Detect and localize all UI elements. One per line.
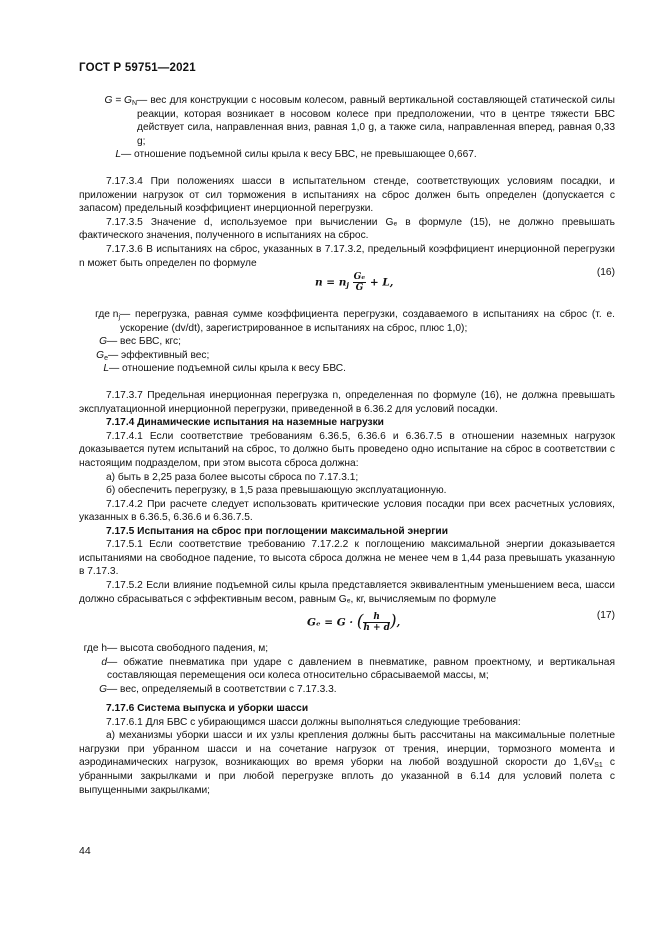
definition-term — [79, 94, 137, 108]
definition-item — [79, 308, 615, 335]
definition-desc: — отношение подъемной силы крыла к весу БВС, не превышающее 0,667. — [121, 149, 477, 161]
formula-16-numerator: Gₑ — [353, 272, 366, 283]
definition-term — [79, 656, 107, 670]
paragraph-7-17-3-5: 7.17.3.5 Значение d, используемое при вычислении Gₑ в формуле (15), не должно превышать фактического значения, полученного в испытаниях на сброс. — [79, 216, 615, 242]
formula-16-lhs: n = n — [315, 276, 347, 289]
heading-7-17-5: 7.17.5 Испытания на сброс при поглощении максимальной энергии — [106, 525, 448, 537]
definition-term — [79, 642, 107, 656]
list-item-a-retraction — [79, 729, 615, 797]
definitions-block-2 — [79, 308, 615, 376]
definition-item — [79, 642, 615, 656]
formula-16-denominator: G — [355, 283, 364, 294]
definition-term-text: где h — [83, 643, 107, 655]
paragraph-7-17-5-1: 7.17.5.1 Если соответствие требованию 7.17.2.2 к поглощению максимальной энергии доказывается испытаниями на свободное падение, то высота сброса должна не менее чем в 1,44 раза превышать указанную в 7.17.3. — [79, 539, 615, 578]
definition-desc: — вес, определяемый в соответствии с 7.17.3.3. — [107, 683, 337, 695]
definition-desc: — вес для конструкции с носовым колесом, равный вертикальной составляющей статической силы реакции, которая возникает в носовом колесе при предположении, что в центре тяжести БВС действует сила, направленная вниз, равная 1,0 g, а также сила, направленная вперед, равная 0,33 g; — [137, 95, 615, 147]
paragraph-7-17-3-7: 7.17.3.7 Предельная инерционная перегрузка n, определенная по формуле (16), не должна превышать эксплуатационной инерционной перегрузки, приведенной в 6.36.2 для условий посадки. — [79, 390, 615, 415]
list-item-a-sub: S1 — [594, 762, 603, 770]
formula-16-expression — [315, 272, 393, 293]
definition-desc: — отношение подъемной силы крыла к весу БВС. — [109, 363, 346, 375]
definition-term — [79, 308, 120, 322]
formula-17-number: (17) — [596, 610, 615, 622]
definition-item — [79, 362, 615, 376]
page-content — [79, 94, 615, 797]
list-item-a: а) быть в 2,25 раза более высоты сброса по 7.17.3.1; — [106, 471, 359, 483]
definition-term-text: d — [101, 656, 107, 668]
heading-7-17-6: 7.17.6 Система выпуска и уборки шасси — [106, 703, 309, 715]
formula-17-lhs: Gₑ = G · — [307, 616, 354, 629]
list-item-b: б) обеспечить перегрузку, в 1,5 раза превышающую эксплуатационную. — [106, 485, 447, 497]
definition-term-sub: N — [131, 100, 137, 107]
definition-term-text: L — [115, 149, 121, 161]
paragraph-7-17-6-1: 7.17.6.1 Для БВС с убирающимся шасси должны выполняться следующие требования: — [106, 716, 521, 728]
definition-term-text: G — [99, 683, 107, 695]
definition-item — [79, 683, 615, 697]
paragraph-7-17-3-6: 7.17.3.6 В испытаниях на сброс, указанных в 7.17.3.2, предельный коэффициент инерционной перегрузки n может быть определен по формуле — [79, 243, 615, 269]
definition-term-text: L — [103, 363, 109, 375]
formula-17-tail: , — [396, 616, 401, 629]
definition-desc: — обжатие пневматика при ударе с давлением в пневматике, равном проектному, и вертикальная составляющая перемещения оси колеса относительно сбрасываемой массы, м; — [107, 656, 615, 682]
definition-term-text: где n — [95, 309, 119, 321]
formula-16-lhs-sub: j — [346, 280, 349, 290]
heading-7-17-4: 7.17.4 Динамические испытания на наземные нагрузки — [106, 417, 384, 429]
definitions-block-1 — [79, 94, 615, 162]
definition-term-sub: j — [118, 314, 120, 322]
formula-17-denominator: h + d — [363, 623, 390, 634]
definitions-block-3 — [79, 642, 615, 696]
document-header: ГОСТ Р 59751—2021 — [79, 62, 196, 74]
definition-term — [79, 148, 121, 162]
paragraph-7-17-5-2: 7.17.5.2 Если влияние подъемной силы крыла представляется эквивалентным уменьшением веса, шасси должно сбрасываться с эффективным весом, равным Gₑ, кг, вычисляемым по формуле — [79, 579, 615, 605]
definition-item — [79, 656, 615, 683]
definition-term-text: G — [96, 349, 105, 361]
formula-17 — [79, 606, 615, 642]
definition-item — [79, 94, 615, 148]
definition-item — [79, 148, 615, 162]
formula-17-fraction — [363, 612, 390, 633]
formula-16-tail: + L, — [366, 276, 394, 289]
definition-term-sub: e — [104, 354, 108, 362]
paragraph-7-17-3-4: 7.17.3.4 При положениях шасси в испытательном стенде, соответствующих условиям посадки, и приложении нагрузок от сил торможения в испытаниях на сброс должен быть определен (допускается с запасом) предельный коэффициент инерционной перегрузки. — [79, 176, 615, 215]
formula-16-fraction — [353, 272, 367, 293]
definition-term — [79, 683, 107, 697]
paragraph-7-17-4-2: 7.17.4.2 При расчете следует использовать критические условия посадки при всех расчетных условиях, указанных в 6.36.5, 6.36.6 и 6.36.7.5. — [79, 498, 615, 524]
definition-desc: — высота свободного падения, м; — [107, 643, 269, 655]
page-number: 44 — [79, 845, 91, 857]
definition-term — [79, 362, 109, 376]
formula-16 — [79, 267, 615, 302]
definition-item — [79, 349, 615, 363]
formula-16-number: (16) — [596, 267, 615, 279]
definition-desc: — вес БВС, кгс; — [107, 336, 181, 348]
definition-desc: — эффективный вес; — [108, 349, 210, 361]
definition-term-text: G — [99, 336, 107, 348]
definition-desc: — перегрузка, равная сумме коэффициента перегрузки, создаваемого в испытаниях на сброс (т. е. ускорение (dv/dt), зарегистрированное в испытаниях на сброс, плюс 1,0); — [120, 309, 615, 334]
paragraph-7-17-4-1: 7.17.4.1 Если соответствие требованиям 6.36.5, 6.36.6 и 6.36.7.5 в отношении наземных нагрузок доказывается путем испытаний на сброс, то должно быть проведено одно испытание на сброс в соответствии с настоящим подразделом, при этом высота сброса должна: — [79, 430, 615, 470]
list-item-a-tail: с убранными закрылками и при любой перегрузке вплоть до указанной в 6.14 для условий полета с выпущенными закрылками; — [79, 757, 615, 796]
definition-term — [79, 335, 107, 349]
definition-term — [79, 349, 108, 363]
definition-term-text: G = G — [104, 95, 132, 106]
formula-17-expression: Gₑ = G · ( $\frac{h}{h + d}$ ), — [307, 611, 401, 634]
definition-item — [79, 335, 615, 349]
list-item-a-text: а) механизмы уборки шасси и их узлы крепления должны быть рассчитаны на максимальные полетные нагрузки при убранном шасси и на сочетание нагрузок от трения, инерции, тормозного момента и аэродинамических нагрузок, возникающих во время уборки на любой воздушной скорости до 1,6V — [79, 730, 615, 769]
formula-17-numerator: h — [363, 612, 390, 623]
